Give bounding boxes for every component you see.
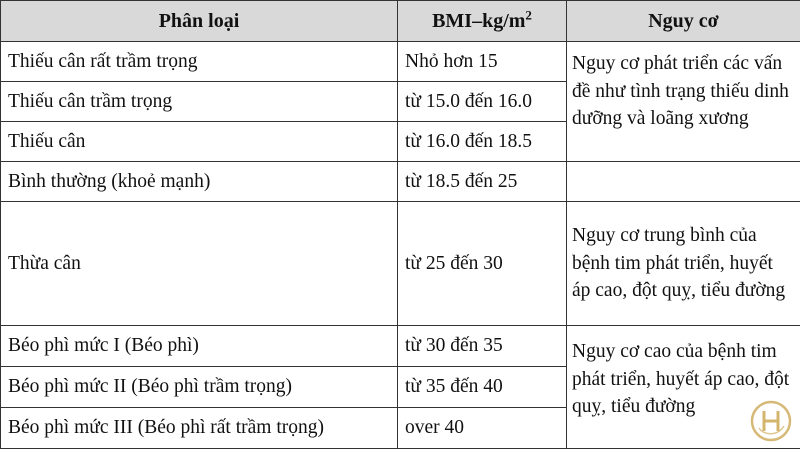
bmi-cell: từ 18.5 đến 25 bbox=[398, 162, 567, 202]
table-row bbox=[1, 162, 800, 202]
bmi-cell: từ 35 đến 40 bbox=[398, 367, 567, 408]
bmi-cell: từ 30 đến 35 bbox=[398, 326, 567, 367]
header-bmi-label: BMI–kg/m bbox=[432, 10, 525, 32]
table-row bbox=[1, 202, 800, 326]
header-bmi bbox=[398, 1, 567, 42]
risk-cell-normal bbox=[567, 162, 800, 202]
bmi-cell: từ 15.0 đến 16.0 bbox=[398, 82, 567, 122]
bmi-cell: over 40 bbox=[398, 408, 567, 449]
header-row bbox=[1, 1, 800, 42]
category-cell: Thiếu cân bbox=[1, 122, 398, 162]
table-row bbox=[1, 326, 800, 367]
bmi-cell: từ 16.0 đến 18.5 bbox=[398, 122, 567, 162]
bmi-cell: Nhỏ hơn 15 bbox=[398, 42, 567, 82]
category-cell: Béo phì mức I (Béo phì) bbox=[1, 326, 398, 367]
risk-cell-overweight: Nguy cơ trung bình của bệnh tim phát triển, huyết áp cao, đột quỵ, tiểu đường bbox=[567, 202, 800, 326]
category-cell: Thừa cân bbox=[1, 202, 398, 326]
category-cell: Bình thường (khoẻ mạnh) bbox=[1, 162, 398, 202]
category-cell: Thiếu cân trầm trọng bbox=[1, 82, 398, 122]
bmi-cell: từ 25 đến 30 bbox=[398, 202, 567, 326]
risk-cell-underweight: Nguy cơ phát triển các vấn đề như tình trạng thiếu dinh dưỡng và loãng xương bbox=[567, 42, 800, 162]
risk-cell-obese: Nguy cơ cao của bệnh tim phát triển, huyết áp cao, đột quỵ, tiểu đường bbox=[567, 326, 800, 449]
header-risk: Nguy cơ bbox=[567, 1, 800, 42]
category-cell: Thiếu cân rất trầm trọng bbox=[1, 42, 398, 82]
category-cell: Béo phì mức II (Béo phì trầm trọng) bbox=[1, 367, 398, 408]
gold-h-logo-icon bbox=[748, 398, 794, 444]
category-cell: Béo phì mức III (Béo phì rất trầm trọng) bbox=[1, 408, 398, 449]
header-category: Phân loại bbox=[1, 1, 398, 42]
header-bmi-superscript: 2 bbox=[525, 7, 532, 22]
table-row bbox=[1, 42, 800, 82]
